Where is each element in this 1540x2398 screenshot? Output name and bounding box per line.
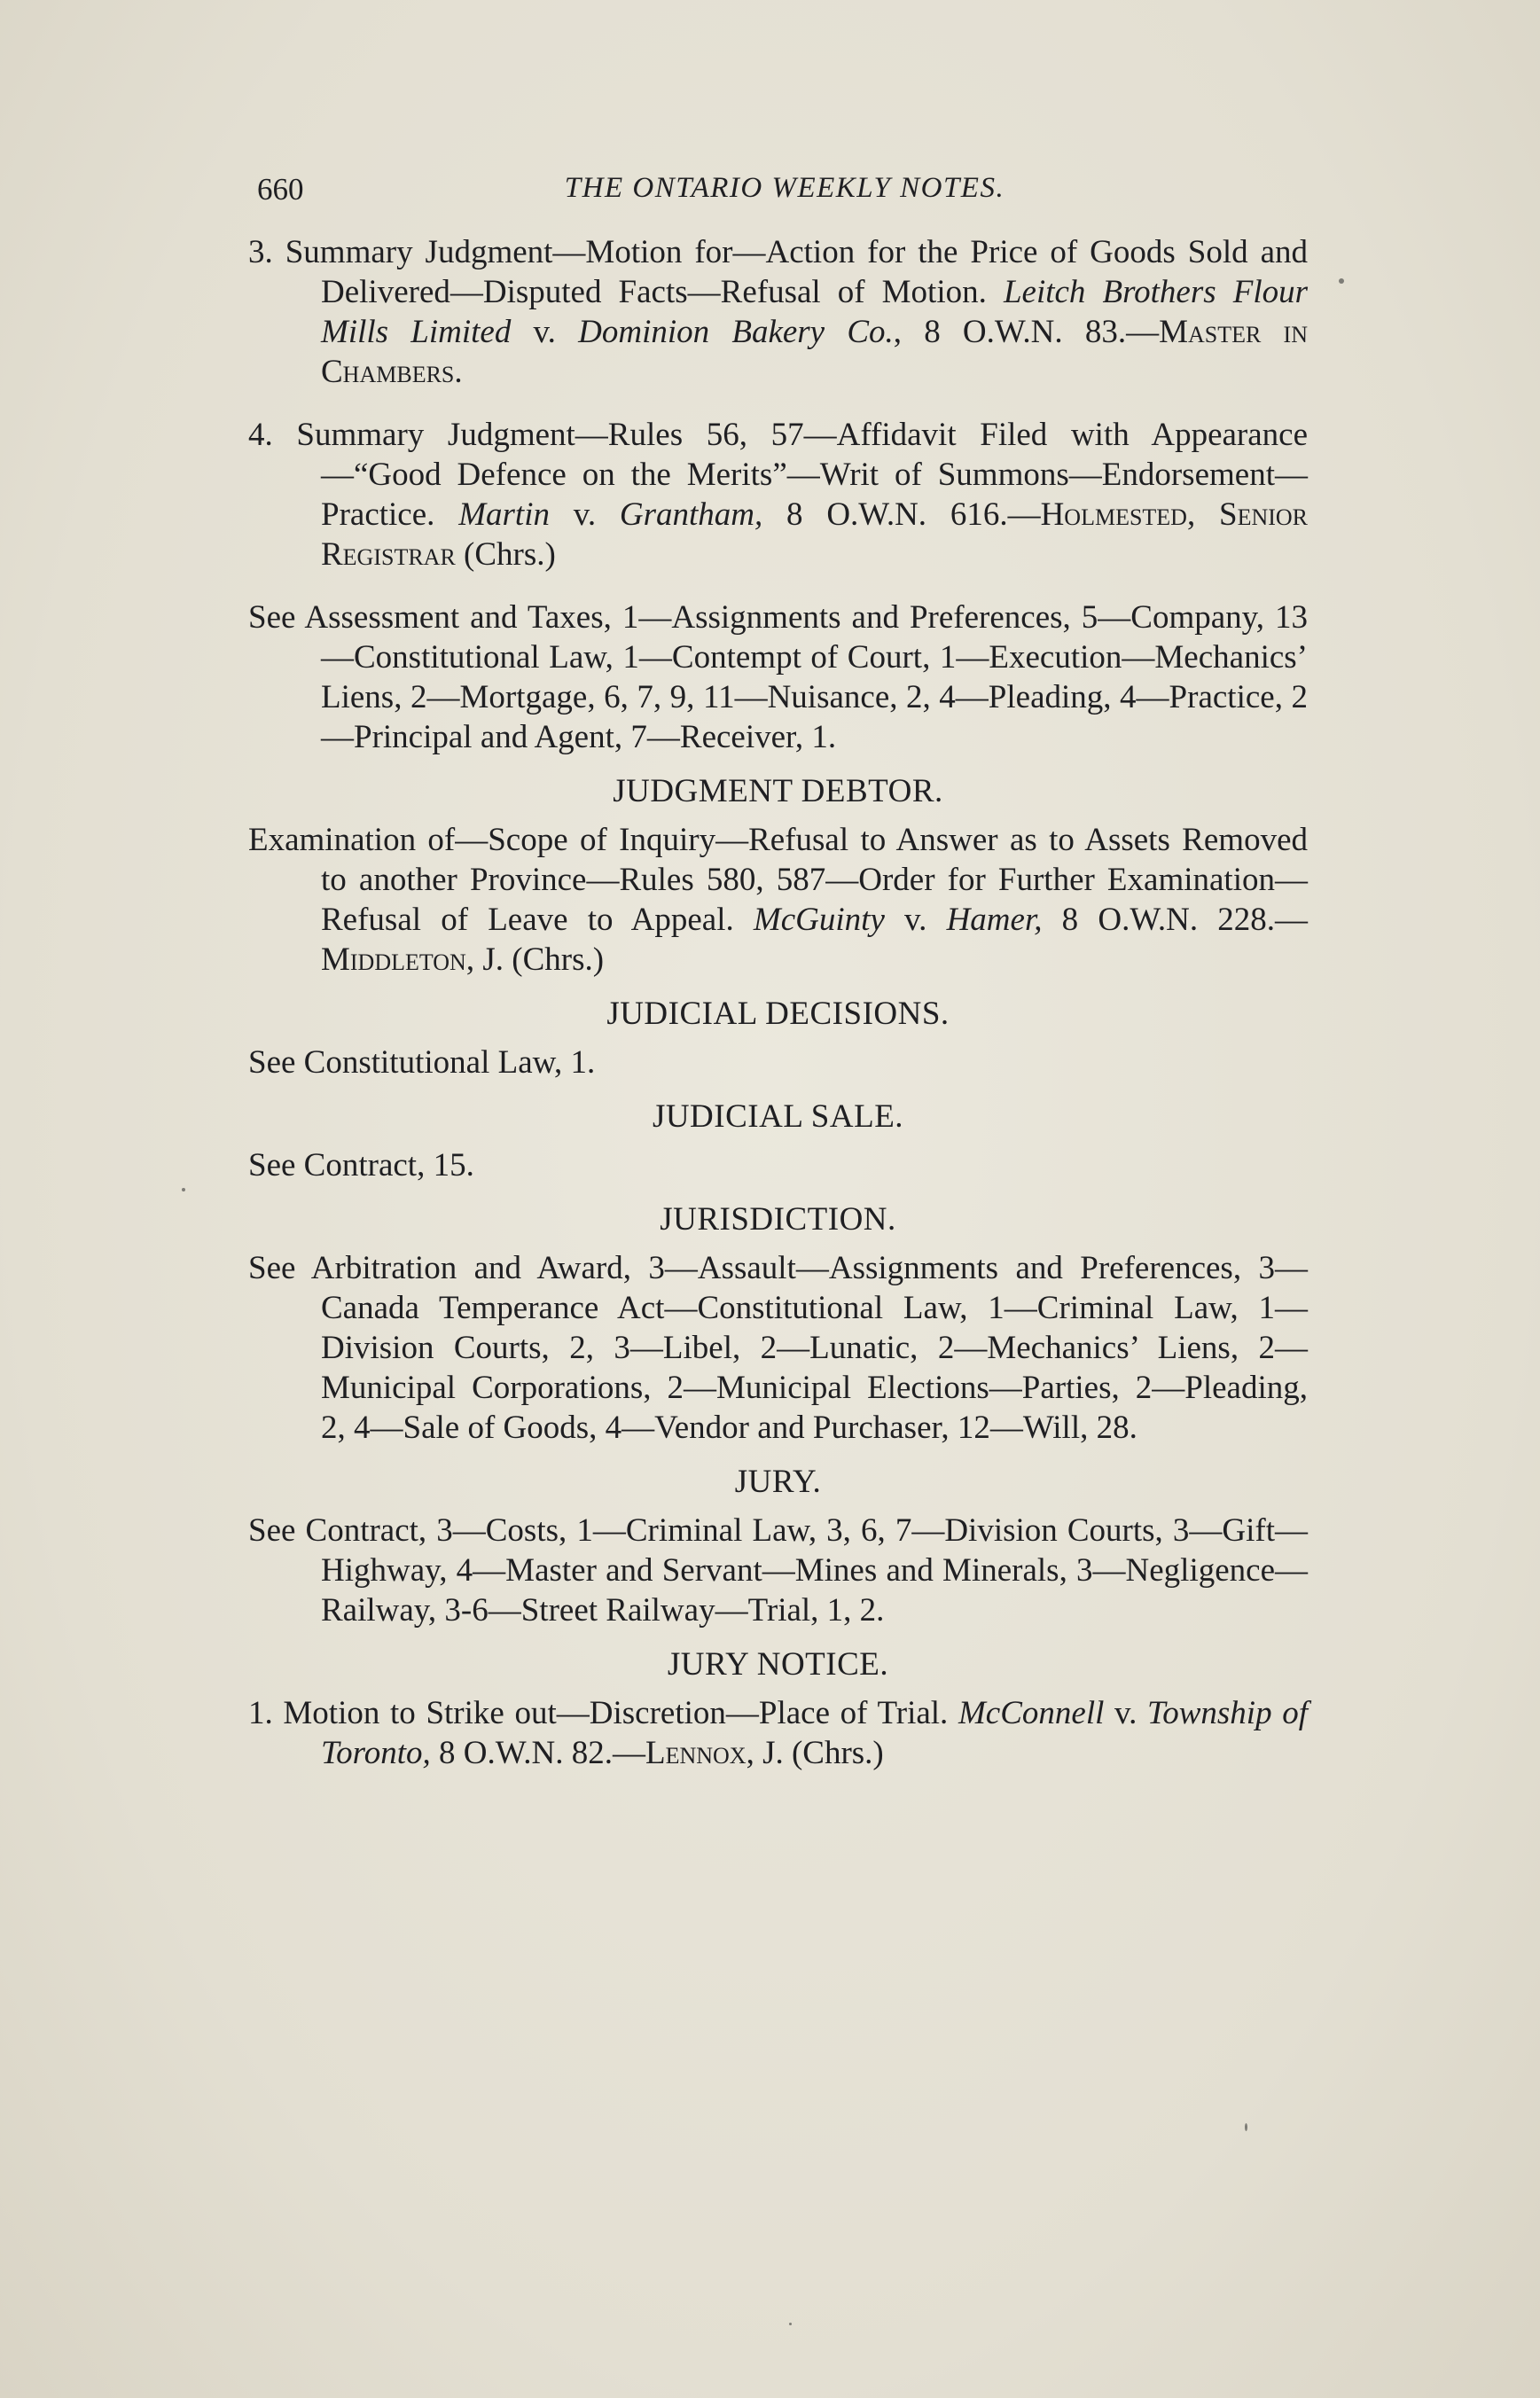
page-content	[248, 232, 1308, 1773]
judge-name: Holmested, Senior Registrar	[321, 496, 1308, 573]
page-header	[257, 172, 1312, 216]
case-party-b: Dominion Bakery Co.	[578, 314, 894, 350]
judge-name: Master in Chambers.	[321, 314, 1308, 390]
chambers-note: , J. (Chrs.)	[465, 941, 605, 978]
digest-entry-4	[248, 415, 1308, 574]
section-heading-judicial-sale: JUDICIAL SALE.	[652, 1098, 904, 1135]
judge-name: Middleton	[321, 941, 466, 978]
see-also-jury: See Contract, 3—Costs, 1—Criminal Law, 3, 6, 7—Division Courts, 3—Gift—Highway, 4—Master and Servant—Mines and Minerals, 3—Negligence—Railway, 3-6—Street Railway—Trial, 1, 2.	[248, 1512, 1308, 1629]
section-heading-jury: JURY.	[734, 1464, 822, 1500]
case-party-b: Hamer,	[946, 902, 1043, 938]
case-party-a: McGuinty	[753, 902, 885, 938]
ink-speck	[789, 2323, 792, 2325]
section-heading-jurisdiction: JURISDICTION.	[660, 1201, 896, 1238]
citation: , 8 O.W.N. 83.—	[893, 314, 1160, 350]
case-party-b: Township of Toronto,	[321, 1695, 1308, 1771]
citation: 8 O.W.N. 616.—	[762, 496, 1041, 533]
digest-entry-judgment-debtor	[248, 820, 1308, 980]
digest-entry-jury-notice-1	[248, 1693, 1308, 1773]
chambers-note: (Chrs.)	[455, 536, 556, 573]
case-party-a: Leitch Brothers Flour Mills Limited	[321, 274, 1309, 350]
page-number: 660	[257, 172, 304, 207]
judge-name: Lennox	[645, 1735, 747, 1771]
entry-text: 4. Summary Judgment—Rules 56, 57—Affidavit Filed with Appearance—“Good Defence on the Merits”—Writ of Summons—Endorsement—Practice.	[248, 417, 1308, 533]
citation: 8 O.W.N. 82.—	[430, 1735, 645, 1771]
versus: v.	[1104, 1695, 1148, 1731]
entry-text: Examination of—Scope of Inquiry—Refusal to Answer as to Assets Removed to another Province—Rules 580, 587—Order for Further Examination—Refusal of Leave to Appeal.	[248, 822, 1308, 938]
versus: v.	[884, 902, 947, 938]
see-also-jurisdiction: See Arbitration and Award, 3—Assault—Assignments and Preferences, 3—Canada Temperance Act—Constitutional Law, 1—Criminal Law, 1—Division Courts, 2, 3—Libel, 2—Lunatic, 2—Mechanics’ Liens, 2—Municipal Corporations, 2—Municipal Elections—Parties, 2—Pleading, 2, 4—Sale of Goods, 4—Vendor and Purchaser, 12—Will, 28.	[248, 1250, 1308, 1446]
section-heading-judgment-debtor: JUDGMENT DEBTOR.	[613, 773, 943, 809]
see-also-summary-judgment: See Assessment and Taxes, 1—Assignments and Preferences, 5—Company, 13—Constitutional Law, 1—Contempt of Court, 1—Execution—Mechanics’ Liens, 2—Mortgage, 6, 7, 9, 11—Nuisance, 2, 4—Pleading, 4—Practice, 2—Principal and Agent, 7—Receiver, 1.	[248, 599, 1308, 755]
entry-text: 3. Summary Judgment—Motion for—Action for the Price of Goods Sold and Delivered—Disputed Facts—Refusal of Motion.	[248, 234, 1308, 310]
citation: 8 O.W.N. 228.—	[1042, 902, 1308, 938]
ink-speck	[1339, 278, 1344, 284]
case-party-a: Martin	[458, 496, 550, 533]
digest-entry-3	[248, 232, 1308, 392]
case-party-a: McConnell	[958, 1695, 1105, 1731]
section-heading-jury-notice: JURY NOTICE.	[667, 1646, 889, 1683]
ink-speck	[182, 1188, 185, 1191]
ink-speck	[1245, 2123, 1247, 2131]
entry-text: 1. Motion to Strike out—Discretion—Place of Trial.	[248, 1695, 958, 1731]
case-party-b: Grantham,	[619, 496, 763, 533]
see-also-judicial-decisions: See Constitutional Law, 1.	[248, 1044, 596, 1081]
chambers-note: , J. (Chrs.)	[746, 1735, 884, 1771]
see-also-judicial-sale: See Contract, 15.	[248, 1147, 474, 1183]
running-title: THE ONTARIO WEEKLY NOTES.	[564, 172, 1005, 204]
versus: v.	[549, 496, 620, 533]
versus: v.	[511, 314, 579, 350]
section-heading-judicial-decisions: JUDICIAL DECISIONS.	[606, 996, 950, 1032]
